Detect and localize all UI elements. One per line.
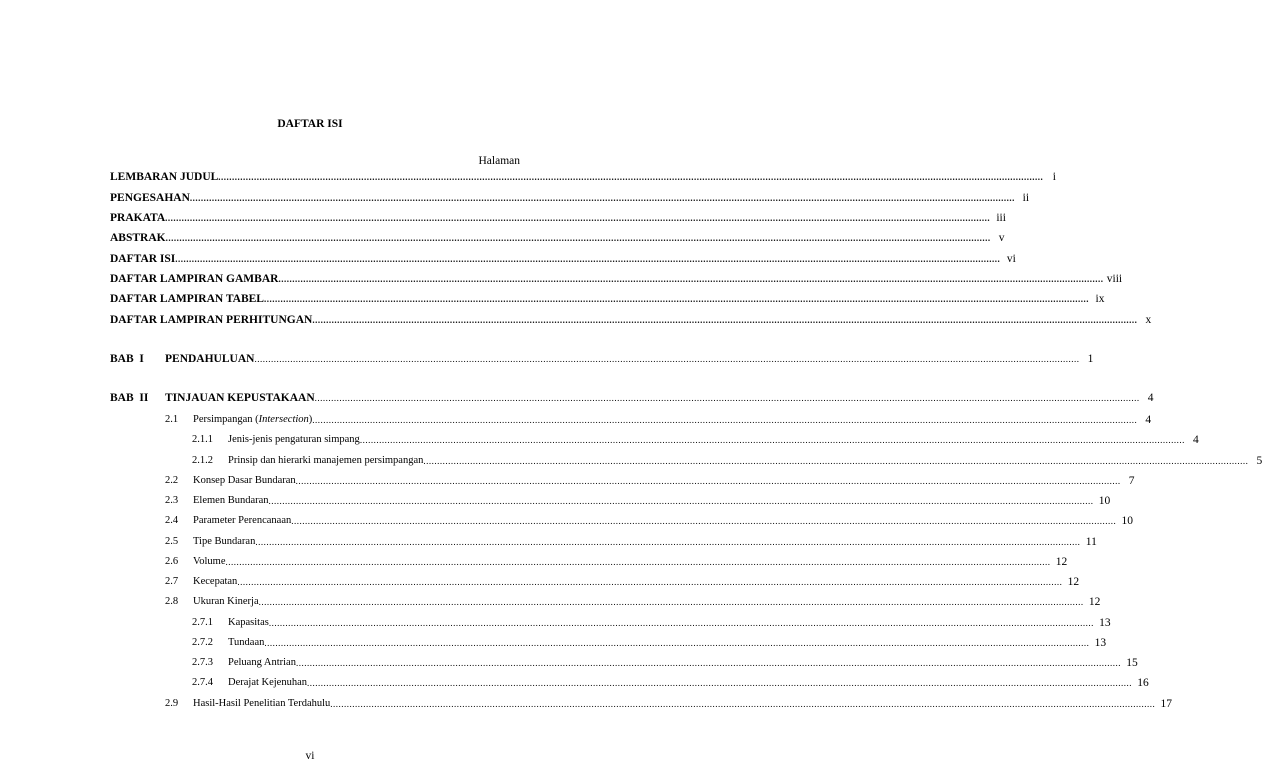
- toc-page-number: 16: [1137, 677, 1149, 689]
- toc-page-number: iii: [996, 212, 1006, 224]
- toc-section-label-text: Hasil-Hasil Penelitian Terdahulu: [193, 698, 331, 709]
- toc-chapter: [110, 391, 1154, 405]
- toc-leader-dots: ............................................................................................................................................................................................................................................................................................................: [314, 393, 1140, 403]
- toc-section: [165, 474, 1135, 488]
- toc-leader-dots: ............................................................................................................................................................................................................................................................................................................: [423, 456, 1249, 466]
- toc-front-item: [110, 252, 1016, 266]
- toc-section: [165, 413, 1152, 427]
- toc-section-number: 2.7.3: [192, 657, 213, 668]
- toc-section: [192, 616, 1111, 630]
- toc-leader-dots: ............................................................................................................................................................................................................................................................................................................: [330, 699, 1156, 709]
- toc-leader-dots: ............................................................................................................................................................................................................................................................................................................: [291, 516, 1117, 526]
- toc-leader-dots: ............................................................................................................................................................................................................................................................................................................: [264, 638, 1090, 648]
- toc-front-item: [110, 313, 1152, 327]
- toc-page-number: viii: [1106, 273, 1123, 285]
- toc-page-number: 4: [1192, 434, 1199, 446]
- toc-section-label-text: Tipe Bundaran: [193, 536, 256, 547]
- toc-front-item: [110, 292, 1105, 306]
- toc-leader-dots: ............................................................................................................................................................................................................................................................................................................: [225, 557, 1051, 567]
- toc-page-number: 7: [1128, 475, 1135, 487]
- toc-leader-dots: ............................................................................................................................................................................................................................................................................................................: [237, 577, 1063, 587]
- toc-section-label-text: Parameter Perencanaan: [193, 515, 292, 526]
- toc-leader-dots: ............................................................................................................................................................................................................................................................................................................: [312, 315, 1138, 325]
- toc-section-label: [193, 697, 330, 711]
- toc-page-number: ii: [1022, 192, 1030, 204]
- toc-section: [165, 697, 1173, 711]
- toc-section-label: [228, 656, 296, 670]
- toc-section-label: [228, 616, 269, 630]
- toc-section-label: [193, 575, 237, 589]
- toc-entry-label: DAFTAR LAMPIRAN PERHITUNGAN: [110, 314, 313, 326]
- toc-chapter: [110, 352, 1094, 366]
- toc-section-label-text: Kecepatan: [193, 576, 238, 587]
- toc-entry-label: LEMBARAN JUDUL: [110, 171, 219, 183]
- toc-page-number: 12: [1067, 576, 1080, 588]
- toc-section-number: 2.4: [165, 515, 179, 526]
- toc-front-item: [110, 231, 1005, 245]
- toc-section-label-text: Konsep Dasar Bundaran: [193, 475, 296, 486]
- toc-leader-dots: ............................................................................................................................................................................................................................................................................................................: [312, 415, 1138, 425]
- toc-section-label-text: Volume: [193, 556, 226, 567]
- toc-page-number: 13: [1099, 617, 1111, 629]
- toc-page-number: vi: [1006, 253, 1016, 265]
- toc-leader-dots: ............................................................................................................................................................................................................................................................................................................: [307, 678, 1133, 688]
- toc-section: [192, 433, 1199, 447]
- toc-leader-dots: ............................................................................................................................................................................................................................................................................................................: [254, 354, 1080, 364]
- toc-entry-label: ABSTRAK: [110, 232, 166, 244]
- toc-page-number: ix: [1095, 293, 1105, 305]
- page-title: DAFTAR ISI: [277, 118, 343, 130]
- toc-section-label: [193, 494, 269, 508]
- toc-leader-dots: ............................................................................................................................................................................................................................................................................................................: [175, 254, 1001, 264]
- toc-page-number: 12: [1055, 556, 1068, 568]
- toc-page-number: i: [1052, 171, 1056, 183]
- toc-leader-dots: ............................................................................................................................................................................................................................................................................................................: [278, 274, 1104, 284]
- toc-section-label-text: Persimpangan (: [193, 414, 259, 425]
- toc-section-label: [228, 433, 360, 447]
- toc-section: [192, 656, 1138, 670]
- toc-section-label-end: ): [308, 414, 313, 425]
- toc-page-number: v: [998, 232, 1005, 244]
- toc-section-label: [228, 454, 423, 468]
- toc-leader-dots: ............................................................................................................................................................................................................................................................................................................: [295, 658, 1121, 668]
- toc-front-item: [110, 191, 1030, 205]
- toc-front-item: [110, 211, 1006, 225]
- toc-leader-dots: ............................................................................................................................................................................................................................................................................................................: [359, 435, 1185, 445]
- toc-front-item: [110, 272, 1123, 286]
- toc-page-number: x: [1145, 314, 1152, 326]
- toc-chapter-number: BAB II: [110, 392, 149, 404]
- toc-section: [165, 494, 1111, 508]
- toc-section: [165, 535, 1097, 549]
- toc-page-number: 4: [1145, 414, 1152, 426]
- toc-entry-label: PENGESAHAN: [110, 192, 190, 204]
- page-number-footer: vi: [305, 750, 315, 762]
- toc-leader-dots: ............................................................................................................................................................................................................................................................................................................: [218, 172, 1044, 182]
- toc-leader-dots: ............................................................................................................................................................................................................................................................................................................: [189, 193, 1015, 203]
- toc-section-label-text: Ukuran Kinerja: [193, 596, 259, 607]
- toc-section-number: 2.8: [165, 596, 179, 607]
- toc-section-label-text: Prinsip dan hierarki manajemen persimpangan: [228, 455, 424, 466]
- toc-section-label-text: Elemen Bundaran: [193, 495, 269, 506]
- toc-page-number: 13: [1094, 637, 1107, 649]
- toc-page-number: 17: [1160, 698, 1173, 710]
- toc-leader-dots: ............................................................................................................................................................................................................................................................................................................: [165, 213, 991, 223]
- toc-entry-label: PRAKATA: [110, 212, 166, 224]
- toc-section-number: 2.2: [165, 475, 179, 486]
- toc-section-number: 2.6: [165, 556, 179, 567]
- toc-section-number: 2.7.4: [192, 677, 213, 688]
- toc-entry-label: DAFTAR LAMPIRAN TABEL: [110, 293, 264, 305]
- toc-front-item: [110, 170, 1056, 184]
- halaman-label: Halaman: [478, 155, 520, 167]
- toc-leader-dots: ............................................................................................................................................................................................................................................................................................................: [258, 597, 1084, 607]
- toc-page-number: 10: [1098, 495, 1111, 507]
- toc-section-label-text: Derajat Kejenuhan: [228, 677, 308, 688]
- toc-section-label-italic: Intersection: [258, 414, 309, 425]
- toc-section-number: 2.1.1: [192, 434, 213, 445]
- toc-page-number: 1: [1087, 353, 1094, 365]
- toc-entry-label: DAFTAR ISI: [110, 253, 176, 265]
- toc-leader-dots: ............................................................................................................................................................................................................................................................................................................: [268, 496, 1094, 506]
- toc-leader-dots: ............................................................................................................................................................................................................................................................................................................: [295, 476, 1121, 486]
- toc-section-label-text: Kapasitas: [228, 617, 269, 628]
- toc-section-number: 2.9: [165, 698, 179, 709]
- toc-section-label-text: Peluang Antrian: [228, 657, 296, 668]
- toc-section-label: [193, 514, 291, 528]
- toc-page-number: 15: [1126, 657, 1138, 669]
- toc-chapter-number: BAB I: [110, 353, 144, 365]
- toc-section-number: 2.1: [165, 414, 179, 425]
- toc-section-label-text: Tundaan: [228, 637, 265, 648]
- toc-section: [165, 514, 1133, 528]
- toc-entry-label: DAFTAR LAMPIRAN GAMBAR: [110, 273, 279, 285]
- toc-section-label: [193, 535, 255, 549]
- toc-chapter-label: PENDAHULUAN: [165, 353, 255, 365]
- toc-page-number: 11: [1085, 536, 1097, 548]
- toc-section: [165, 595, 1101, 609]
- toc-section-number: 2.1.2: [192, 455, 213, 466]
- toc-section-number: 2.7.1: [192, 617, 213, 628]
- toc-leader-dots: ............................................................................................................................................................................................................................................................................................................: [165, 233, 991, 243]
- toc-section-label: [193, 413, 312, 427]
- toc-section-number: 2.7.2: [192, 637, 213, 648]
- toc-section-label: [193, 474, 296, 488]
- toc-leader-dots: ............................................................................................................................................................................................................................................................................................................: [268, 618, 1094, 628]
- toc-page-number: 10: [1121, 515, 1133, 527]
- toc-section: [192, 636, 1107, 650]
- toc-section-label: [193, 555, 225, 569]
- toc-section-number: 2.7: [165, 576, 179, 587]
- toc-section: [192, 676, 1149, 690]
- toc-section-number: 2.3: [165, 495, 179, 506]
- toc-section-label-text: Jenis-jenis pengaturan simpang: [228, 434, 360, 445]
- toc-page-number: 4: [1147, 392, 1154, 404]
- toc-page-number: 5: [1256, 455, 1263, 467]
- toc-section: [192, 454, 1263, 468]
- toc-section-number: 2.5: [165, 536, 179, 547]
- toc-section-label: [228, 676, 307, 690]
- toc-leader-dots: ............................................................................................................................................................................................................................................................................................................: [263, 294, 1089, 304]
- toc-section-label: [228, 636, 264, 650]
- toc-section: [165, 575, 1080, 589]
- toc-section: [165, 555, 1068, 569]
- toc-page-number: 12: [1088, 596, 1101, 608]
- toc-section-label: [193, 595, 259, 609]
- toc-leader-dots: ............................................................................................................................................................................................................................................................................................................: [255, 537, 1081, 547]
- toc-chapter-label: TINJAUAN KEPUSTAKAAN: [165, 392, 315, 404]
